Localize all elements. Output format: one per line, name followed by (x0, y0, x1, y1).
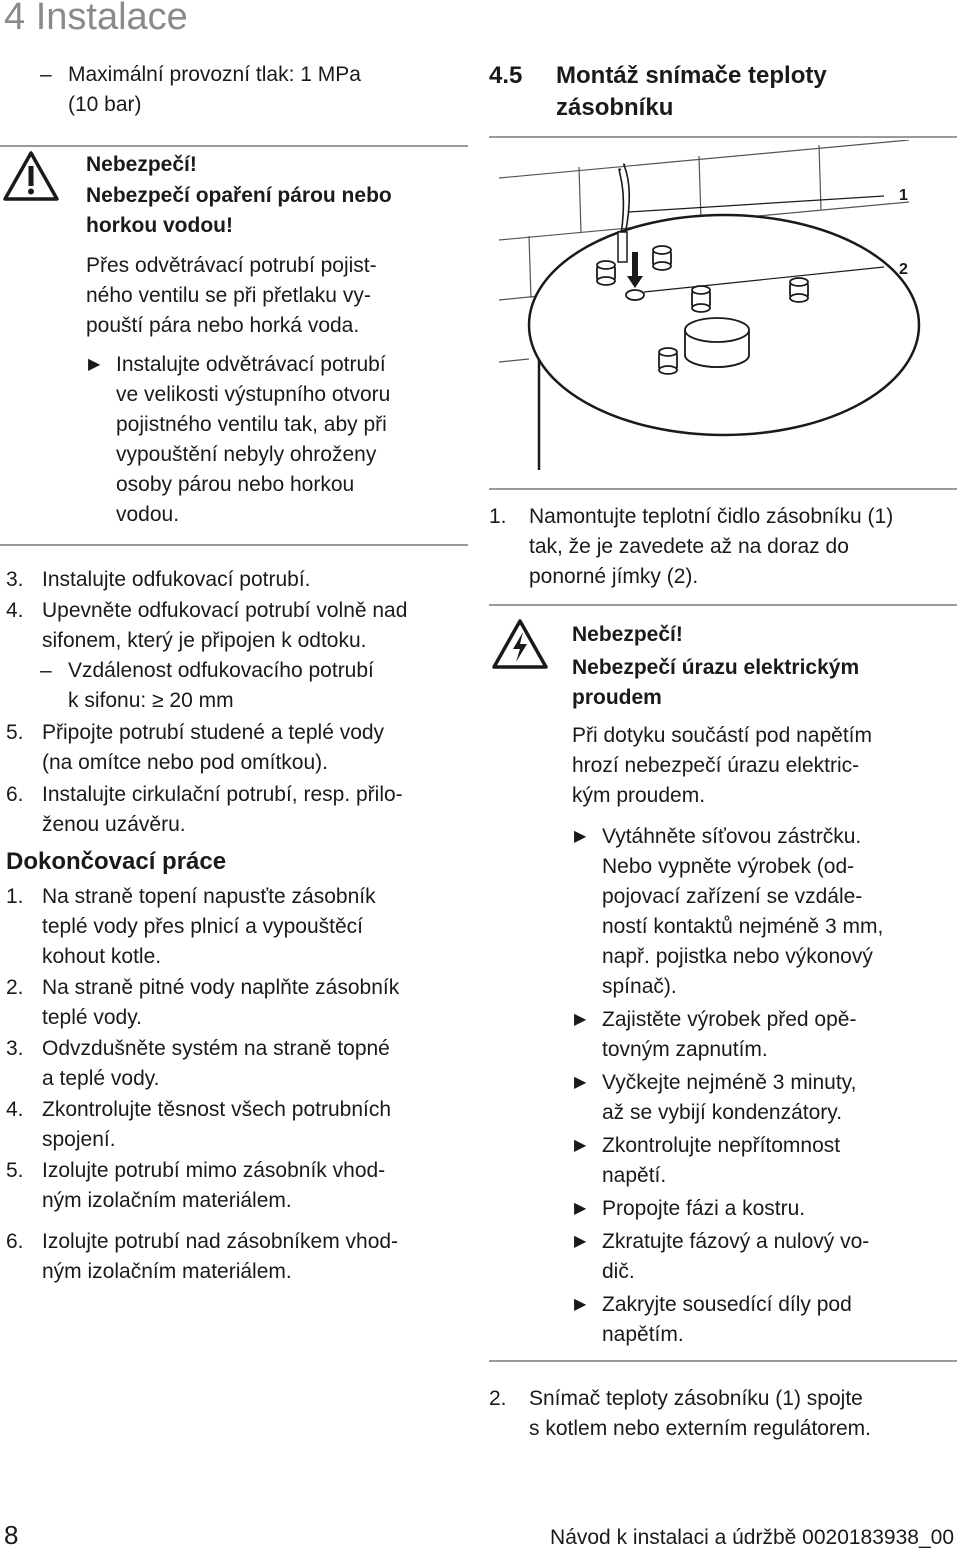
warning-action-line: vypouštění nebyly ohroženy (116, 443, 377, 466)
finishing-step-4 (6, 1095, 391, 1155)
action-line: např. pojistka nebo výkonový (602, 945, 873, 968)
step-number: 4. (6, 599, 24, 622)
electric-action (574, 1227, 869, 1287)
action-line: Vytáhněte síťovou zástrčku. (602, 825, 862, 848)
section-title-line: zásobníku (556, 94, 674, 121)
warning-bottom-rule (0, 544, 468, 546)
action-line: Zkratujte fázový a nulový vo- (602, 1230, 870, 1253)
electric-hazard-icon (491, 618, 549, 670)
action-line: ností kontaktů nejméně 3 mm, (602, 915, 884, 938)
step-text: Upevněte odfukovací potrubí volně nad (42, 599, 408, 622)
warning-action-line: pojistného ventilu tak, aby při (116, 413, 387, 436)
electric-warning-top-rule (489, 604, 957, 606)
bullet-triangle-icon: ▶ (574, 1074, 587, 1091)
step-text: kohout kotle. (42, 945, 162, 968)
warning-triangle-icon (2, 150, 60, 202)
electric-warning-subtitle: proudem (572, 686, 662, 709)
action-line: napětím. (602, 1323, 684, 1346)
bullet-triangle-icon: ▶ (574, 1296, 587, 1313)
warning-action (88, 350, 390, 530)
bullet-triangle-icon: ▶ (574, 1011, 587, 1028)
electric-action (574, 1194, 805, 1224)
action-line: tovným zapnutím. (602, 1038, 768, 1061)
warning-top-rule (0, 145, 468, 147)
warning-title: Nebezpečí! (86, 153, 197, 176)
page-number: 8 (4, 1520, 19, 1550)
step-text: Namontujte teplotní čidlo zásobníku (1) (529, 505, 894, 528)
figure-top-rule (489, 136, 957, 138)
document-title: Návod k instalaci a údržbě 0020183938_00 (550, 1526, 954, 1549)
step-4 (6, 596, 407, 656)
warning-subtitle: Nebezpečí opaření párou nebo (86, 184, 392, 207)
finishing-step-5 (6, 1156, 385, 1216)
step-number: 6. (6, 783, 24, 806)
finishing-step-1 (6, 882, 376, 972)
step-number: 4. (6, 1098, 24, 1121)
step-number: 5. (6, 1159, 24, 1182)
chapter-title: 4 Instalace (4, 0, 188, 38)
right-step-2 (489, 1384, 871, 1444)
action-line: napětí. (602, 1164, 667, 1187)
action-line: Nebo vypněte výrobek (od- (602, 855, 855, 878)
action-line: Propojte fázi a kostru. (602, 1197, 806, 1220)
step-text: Instalujte odfukovací potrubí. (42, 568, 311, 591)
warning-body-line: hrozí nebezpečí úrazu elektric- (572, 754, 860, 777)
pressure-line: (10 bar) (68, 93, 142, 116)
step-number: 1. (489, 505, 507, 528)
step-text: sifonem, který je připojen k odtoku. (42, 629, 367, 652)
pressure-line: Maximální provozní tlak: 1 MPa (68, 63, 361, 86)
warning-action-line: ve velikosti výstupního otvoru (116, 383, 391, 406)
warning-body-line: pouští pára nebo horká voda. (86, 314, 360, 337)
warning-body-line: Při dotyku součástí pod napětím (572, 724, 872, 747)
electric-warning-title: Nebezpečí! (572, 623, 683, 646)
step-text: Připojte potrubí studené a teplé vody (42, 721, 385, 744)
step-number: 6. (6, 1230, 24, 1253)
electric-warning-bottom-rule (489, 1360, 957, 1362)
step-number: 1. (6, 885, 24, 908)
callout-1-label: 1 (899, 187, 908, 204)
warning-body-line: Přes odvětrávací potrubí pojist- (86, 254, 377, 277)
step-number: 5. (6, 721, 24, 744)
step-text: Odvzdušněte systém na straně topné (42, 1037, 390, 1060)
step-4-sub: – Vzdálenost odfukovacího potrubí k sifonu: ≥ 20 mm (40, 656, 374, 716)
step-text: tak, že je zavedete až na doraz do (529, 535, 849, 558)
section-title-line: Montáž snímače teploty (556, 62, 827, 89)
action-line: Zkontrolujte nepřítomnost (602, 1134, 841, 1157)
figure-bottom-rule (489, 488, 957, 490)
finishing-step-6 (6, 1227, 398, 1287)
step-text: teplé vody. (42, 1006, 143, 1029)
step-text: ženou uzávěru. (42, 813, 186, 836)
electric-warning-subtitle: Nebezpečí úrazu elektrickým (572, 656, 860, 679)
step-number: 3. (6, 568, 24, 591)
step-3 (6, 565, 311, 595)
sub-text: Vzdálenost odfukovacího potrubí (68, 659, 374, 682)
electric-action (574, 822, 883, 1002)
warning-action-line: vodou. (116, 503, 180, 526)
step-text: Instalujte cirkulační potrubí, resp. přilo- (42, 783, 403, 806)
step-text: spojení. (42, 1128, 116, 1151)
bullet-triangle-icon: ▶ (574, 1233, 587, 1250)
step-text: Snímač teploty zásobníku (1) spojte (529, 1387, 863, 1410)
electric-action (574, 1131, 840, 1191)
step-text: (na omítce nebo pod omítkou). (42, 751, 328, 774)
warning-action-line: osoby párou nebo horkou (116, 473, 355, 496)
step-text: Na straně pitné vody naplňte zásobník (42, 976, 400, 999)
bullet-triangle-icon: ▶ (574, 1137, 587, 1154)
step-text: Zkontrolujte těsnost všech potrubních (42, 1098, 392, 1121)
sub-text: k sifonu: ≥ 20 mm (68, 689, 234, 712)
bullet-triangle-icon: ▶ (574, 828, 587, 845)
bullet-triangle-icon: ▶ (574, 1200, 587, 1217)
step-text: Na straně topení napusťte zásobník (42, 885, 376, 908)
finishing-step-2 (6, 973, 399, 1033)
step-text: ponorné jímky (2). (529, 565, 699, 588)
warning-subtitle: horkou vodou! (86, 214, 233, 237)
step-number: 2. (6, 976, 24, 999)
action-line: Vyčkejte nejméně 3 minuty, (602, 1071, 857, 1094)
warning-body (86, 251, 377, 341)
warning-body-line: ného ventilu se při přetlaku vy- (86, 284, 371, 307)
action-line: dič. (602, 1260, 635, 1283)
step-number: 3. (6, 1037, 24, 1060)
electric-action (574, 1290, 852, 1350)
step-5 (6, 718, 384, 778)
electric-warning-body (572, 721, 872, 811)
step-text: a teplé vody. (42, 1067, 160, 1090)
action-line: Zajistěte výrobek před opě- (602, 1008, 857, 1031)
step-text: s kotlem nebo externím regulátorem. (529, 1417, 871, 1440)
action-line: pojovací zařízení se vzdále- (602, 885, 863, 908)
pressure-item: – Maximální provozní tlak: 1 MPa (10 bar) (40, 60, 361, 120)
right-step-1 (489, 502, 893, 592)
tank-sensor-illustration (489, 140, 959, 490)
electric-action (574, 1005, 856, 1065)
action-line: spínač). (602, 975, 677, 998)
step-text: Izolujte potrubí mimo zásobník vhod- (42, 1159, 386, 1182)
step-text: ným izolačním materiálem. (42, 1189, 292, 1212)
step-text: ným izolačním materiálem. (42, 1260, 292, 1283)
step-text: teplé vody přes plnicí a vypouštěcí (42, 915, 364, 938)
finishing-heading: Dokončovací práce (6, 848, 227, 875)
step-6 (6, 780, 403, 840)
step-text: Izolujte potrubí nad zásobníkem vhod- (42, 1230, 399, 1253)
action-line: Zakryjte sousedící díly pod (602, 1293, 852, 1316)
callout-2-label: 2 (899, 261, 908, 278)
bullet-triangle-icon: ▶ (88, 356, 101, 373)
warning-action-line: Instalujte odvětrávací potrubí (116, 353, 386, 376)
electric-action (574, 1068, 856, 1128)
warning-body-line: kým proudem. (572, 784, 706, 807)
action-line: až se vybijí kondenzátory. (602, 1101, 843, 1124)
section-title (556, 60, 827, 124)
finishing-step-3 (6, 1034, 390, 1094)
step-number: 2. (489, 1387, 507, 1410)
section-number: 4.5 (489, 62, 523, 89)
